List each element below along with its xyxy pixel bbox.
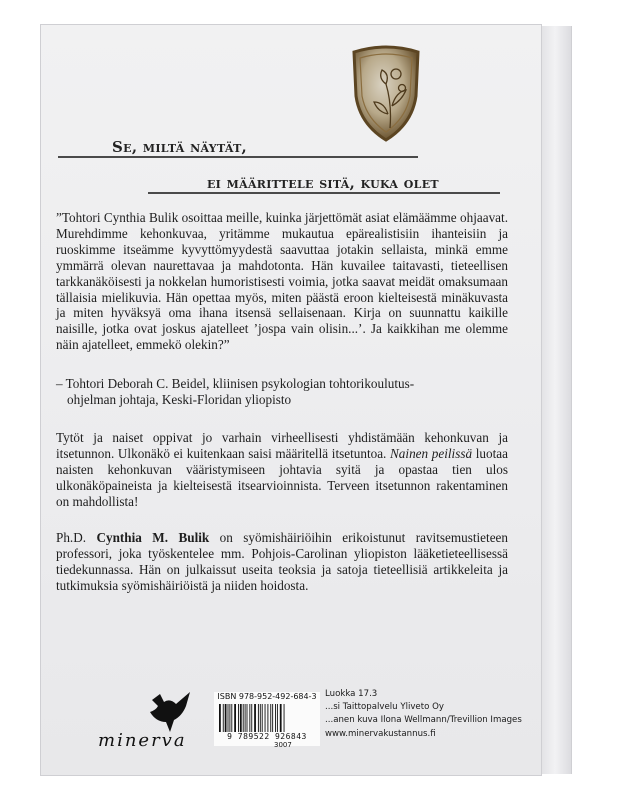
- description-text-start: Tytöt ja naiset oppivat jo varhain virheellisesti yhdistämään kehonkuvan ja itsetunnon. Ulkonäkö ei kuitenkaan saisi määritellä itsetuntoa.: [56, 430, 508, 461]
- layout-credit-line: ...si Taittopalvelu Yliveto Oy: [325, 702, 444, 713]
- barcode-bar: [267, 704, 268, 732]
- barcode-bar: [249, 704, 250, 732]
- price-code: 3007: [274, 741, 292, 749]
- title-line-1: Se, miltä näytät,: [112, 138, 248, 156]
- book-description: [56, 430, 508, 510]
- isbn-number: ISBN 978-952-492-684-3: [217, 692, 317, 701]
- barcode-bar: [238, 704, 239, 732]
- description-text-end: luotaa naisten kehonkuvan vääristymiseen johtavia syitä ja opastaa tien ulos ulkonäköpaineista ja kielteisestä itsearvioinnista. Terveen itsetunnon rakentaminen on mahdollista!: [56, 445, 508, 509]
- classification-line: Luokka 17.3: [325, 689, 378, 699]
- barcode-bar: [240, 704, 242, 732]
- book-title-inline: Nainen peilissä: [390, 445, 473, 461]
- title-rule-lower: [148, 192, 500, 194]
- barcode-bar: [270, 704, 271, 732]
- title-line-2: ei määrittele sitä, kuka olet: [207, 174, 439, 192]
- isbn-barcode: [214, 692, 320, 749]
- book-spine: [542, 26, 572, 774]
- barcode-bar: [223, 704, 224, 732]
- barcode-bar: [272, 704, 273, 732]
- imprint-info: [325, 688, 522, 741]
- ean-digits: 9 789522 926843: [227, 732, 307, 741]
- barcode-bar: [275, 704, 276, 732]
- barcode-bar: [234, 704, 236, 732]
- barcode-bar: [243, 704, 244, 732]
- attribution-line-1: – Tohtori Deborah C. Beidel, kliinisen psykologian tohtorikoulutus-: [56, 376, 415, 391]
- barcode-bar: [265, 704, 266, 732]
- owl-silhouette-icon: [146, 690, 192, 734]
- author-bio: [56, 530, 508, 594]
- barcode-bar: [231, 704, 232, 732]
- barcode-bar: [254, 704, 256, 732]
- publisher-logo: [98, 690, 216, 751]
- author-degree: Ph.D.: [56, 530, 97, 545]
- barcode-bar: [258, 704, 259, 732]
- author-name: Cynthia M. Bulik: [96, 530, 210, 545]
- barcode-bar: [262, 704, 263, 732]
- publisher-website: www.minervakustannus.fi: [325, 728, 436, 739]
- cover-photo-credit-line: ...anen kuva Ilona Wellmann/Trevillion Images: [325, 715, 522, 726]
- shield-emblem-icon: [346, 44, 426, 144]
- author-bio-text: on syömishäiriöihin erikoistunut ravitsemustieteen professori, joka työskentelee mm. Pohjois-Carolinan yliopiston lääketieteellisessä tiedekunnassa. Hän on julkaissut useita teoksia ja satoja tieteellisiä artikkeleita ja tutkimuksia syömishäiriöistä ja niiden hoidosta.: [56, 530, 508, 593]
- barcode-bar: [219, 704, 221, 732]
- barcode-bar: [247, 704, 248, 732]
- barcode-bar: [229, 704, 230, 732]
- title-rule-upper: [58, 156, 418, 158]
- attribution-line-2: ohjelman johtaja, Keski-Floridan yliopisto: [67, 391, 292, 407]
- quote-attribution: [56, 376, 508, 408]
- barcode-bar: [225, 704, 227, 732]
- barcode-bar: [228, 704, 229, 732]
- barcode-bar: [284, 704, 285, 732]
- publisher-name: minerva: [98, 730, 187, 751]
- barcode-bar: [251, 704, 252, 732]
- barcode-bar: [277, 704, 278, 732]
- barcode-bars: [218, 704, 318, 732]
- barcode-bar: [260, 704, 261, 732]
- barcode-bar: [245, 704, 246, 732]
- endorsement-quote: ”Tohtori Cynthia Bulik osoittaa meille, kuinka järjettömät asiat elämäämme ohjaavat. Murehdimme kehonkuvaa, yritämme mukautua epärealistisiin ihanteisiin ja ruoskimme itseämme kyvyttömyydestä saavuttaa jotakin sellaista, minkä emme ymmärrä olevan naurettavaa ja mahdotonta. Hän kuvailee taitavasti, tieteellisen tarkkanäköisesti ja nokkelan humoristisesti voimia, jotka saavat meidät omaksumaan tällaisia mielikuvia. Hän opettaa myös, miten päästä eroon kielteisestä minäkuvasta ja miten hyväksyä oma ihana itsensä sellaisenaan. Kirja on suunnattu kaikille naisille, jotka ovat joskus ajatelleet ’jospa vain olisin...’. Ja kaikkihan me olemme näin ajatelleet, emmekö olekin?”: [56, 210, 508, 353]
- barcode-bar: [280, 704, 282, 732]
